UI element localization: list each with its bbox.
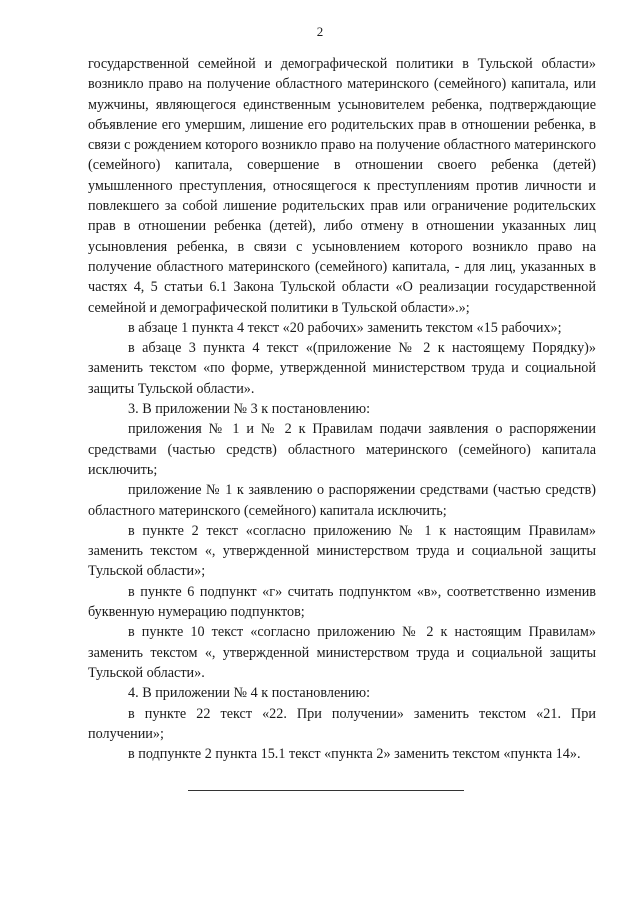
paragraph-item: в пункте 2 текст «согласно приложению № 1 к настоящим Правилам» заменить текстом «, утвержденной министерством труда и социальной защиты Тульской области»;: [88, 522, 596, 580]
end-divider-line: [188, 790, 464, 791]
paragraph-item: приложения № 1 и № 2 к Правилам подачи заявления о распоряжении средствами (частью средств) областного материнского (семейного) капитала исключить;: [88, 421, 596, 478]
paragraph-item: в абзаце 3 пункта 4 текст «(приложение № 2 к настоящему Порядку)» заменить текстом «по форме, утвержденной министерством труда и социальной защиты Тульской области».: [88, 340, 596, 397]
paragraph-item: в подпункте 2 пункта 15.1 текст «пункта 2» заменить текстом «пункта 14».: [128, 746, 581, 763]
paragraph-item: приложение № 1 к заявлению о распоряжении средствами (частью средств) областного материнского (семейного) капитала исключить;: [88, 482, 596, 519]
document-body: [88, 54, 596, 764]
section-heading-4: 4. В приложении № 4 к постановлению:: [128, 685, 371, 702]
paragraph-item: в пункте 22 текст «22. При получении» заменить текстом «21. При получении»;: [88, 705, 596, 742]
paragraph-item: в пункте 10 текст «согласно приложению № 2 к настоящим Правилам» заменить текстом «, утвержденной министерством труда и социальной защиты Тульской области».: [88, 624, 596, 681]
section-heading-3: 3. В приложении № 3 к постановлению:: [128, 401, 371, 418]
paragraph-item: в пункте 6 подпункт «г» считать подпунктом «в», соответственно изменив буквенную нумерацию подпунктов;: [88, 583, 596, 621]
paragraph-item: в абзаце 1 пункта 4 текст «20 рабочих» заменить текстом «15 рабочих»;: [128, 319, 562, 336]
page-number: 2: [316, 24, 324, 39]
paragraph-continuation: государственной семейной и демографической политики в Тульской области» возникло право на получение областного материнского (семейного) капитала, или мужчины, являющегося единственным усыновителем ребенка, подтверждающие объявление его умершим, лишение его родительских прав в отношении ребенка, в связи с рождением которого возникло право на получение областного материнского (семейного) капитала, совершение в отношении своего ребенка (детей) умышленного преступления, относящегося к преступлениям против личности и повлекшего за собой лишение родительских прав или ограничение родительских прав в отношении ребенка (детей), либо отмену в отношении указанных лиц усыновления ребенка, в связи с усыновлением которого возникло право на получение областного материнского (семейного) капитала, - для лиц, указанных в частях 4, 5 статьи 6.1 Закона Тульской области «О реализации государственной семейной и демографической политики в Тульской области».»;: [88, 56, 596, 316]
